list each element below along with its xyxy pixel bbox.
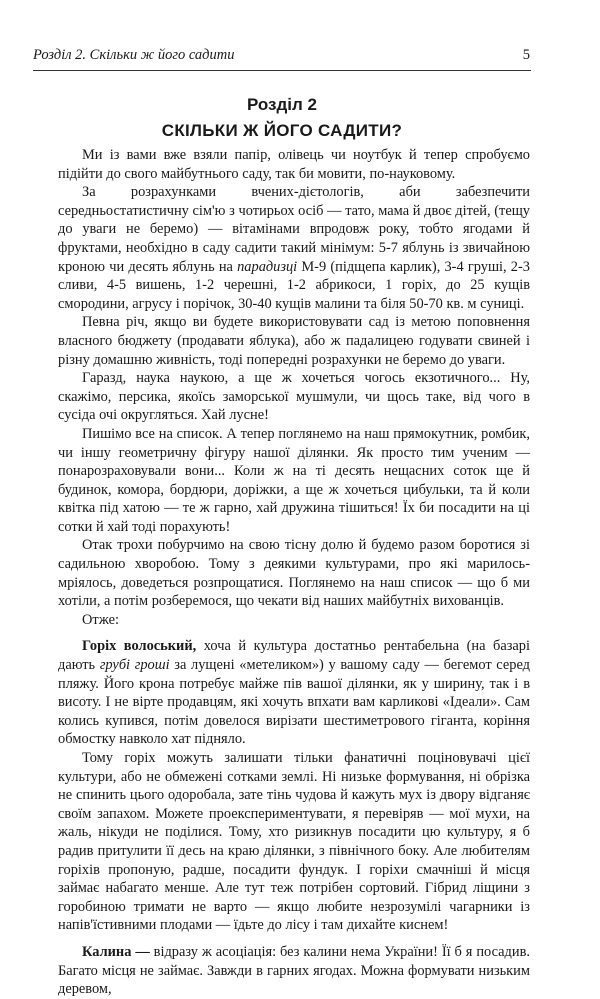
body-text (58, 146, 530, 999)
running-head (33, 47, 530, 64)
paragraph: Певна річ, якщо ви будете використовувати сад із метою поповнення власного бюджету (продавати яблука), або ж падалицею годувати свиней і різну домашню живність, тоді попередні розрахунки не беремо до уваги. (58, 314, 530, 368)
emphasis: грубі гроші (99, 657, 170, 674)
paragraph: За розрахунками вчених-дієтологів, аби забезпечити середньостатистичну сім'ю з чотирьох осіб — тато, мама й двоє дітей, (тещу до уваги не беремо) — вітамінами впродовж року, тобто ягодами й фруктами, необхідно в саду садити такий мінімум: 5-7 яблунь із звичайною кроною чи десять яблунь на парадизці М-9 (підщепа карлик), 3-4 груші, 2-3 сливи, 4-5 вишень, 1-2 черешні, 1-2 абрикоси, 1 горіх, до 25 кущів смородини, агрусу і порічок, 30-40 кущів малини та біля 50-70 кв. м суниці. (58, 184, 530, 312)
paragraph: Тому горіх можуть залишати тільки фанатичні поціновувачі цієї культури, або не обмежені сотками землі. Ні низьке формування, ні обрізка не спинить цього одоробала, зате тінь чудова й кажуть мух із двору відганяє своїм запахом. Можете проекспериментувати, я перевіряв — мої мухи, на жаль, нікуди не поділися. Тому, хто ризикнув посадити цю культуру, я б радив притулити її десь на краю ділянки, з північного боку. Але любителям горіхів пропоную, радше, посадити фундук. І горіхи смачніші й місця займає набагато менше. Але тут теж потрібен сортовий. Гібрид ліщини з горобиною тримати не варто — якщо любите незрозумілі чагарники із напів'їстивними плодами — їдьте до лісу і там дихайте киснем! (58, 750, 530, 934)
page-number: 5 (522, 47, 530, 63)
term-viburnum: Калина — (82, 943, 150, 960)
paragraph: Калина — відразу ж асоціація: без калини нема України! Її б я посадив. Багато місця не займає. Завжди в гарних ягодах. Можна формувати низьким деревом, (58, 943, 530, 998)
running-title: Розділ 2. Скільки ж його садити (33, 47, 235, 63)
emphasis: парадизці (237, 258, 298, 275)
header-rule (33, 70, 531, 71)
paragraph: Отак трохи побурчимо на свою тісну долю й будемо разом боротися зі садильною хворобою. Тому з деякими культурами, про які марилось-мріялось, доведеться розпрощатися. Поглянемо на наш список — що б ми хотіли, а потім розберемося, що чекати від наших майбутніх вихованців. (58, 537, 530, 610)
paragraph: Ми із вами вже взяли папір, олівець чи ноутбук й тепер спробуємо підійти до свого майбутнього саду, так би мовити, по-науковому. (58, 147, 530, 182)
paragraph: Горіх волоський, хоча й культура достатньо рентабельна (на базарі дають грубі гроші за лущені «метеликом») у вашому саду — бегемот серед пляжу. Його крона потребує майже пів вашої ділянки, як у ширину, так і в висоту. І не вірте продавцям, які хочуть впхати вам карликові «Ідеали». Сам колись купився, потім довелося вирізати шестиметрового гіганта, коріння обмостку навколо хат підняло. (58, 638, 530, 748)
paragraph: Пишімо все на список. А тепер поглянемо на наш прямокутник, ромбик, чи іншу геометричну фігуру нашої ділянки. Як просто тим ученим — понарозраховували вони... Коли ж на ті десять нещасних соток ще й будинок, комора, бордюри, доріжки, а ще ж хочеться цибульки, та й коли квітка під хатою — те ж гарно, хай дружина тішиться! Їх би посадити на ці сотки й хай тоді порахують! (58, 425, 530, 535)
paragraph: Гаразд, наука наукою, а ще ж хочеться чогось екзотичного... Ну, скажімо, персика, якоїсь заморської мушмули, чи щось таке, від чого в сусіда очі округляться. Хай лусне! (58, 370, 530, 424)
chapter-title: СКІЛЬКИ Ж ЙОГО САДИТИ? (161, 121, 403, 140)
paragraph: Отже: (82, 611, 119, 628)
chapter-label: Розділ 2 (246, 95, 318, 114)
term-walnut: Горіх волоський, (82, 638, 197, 655)
